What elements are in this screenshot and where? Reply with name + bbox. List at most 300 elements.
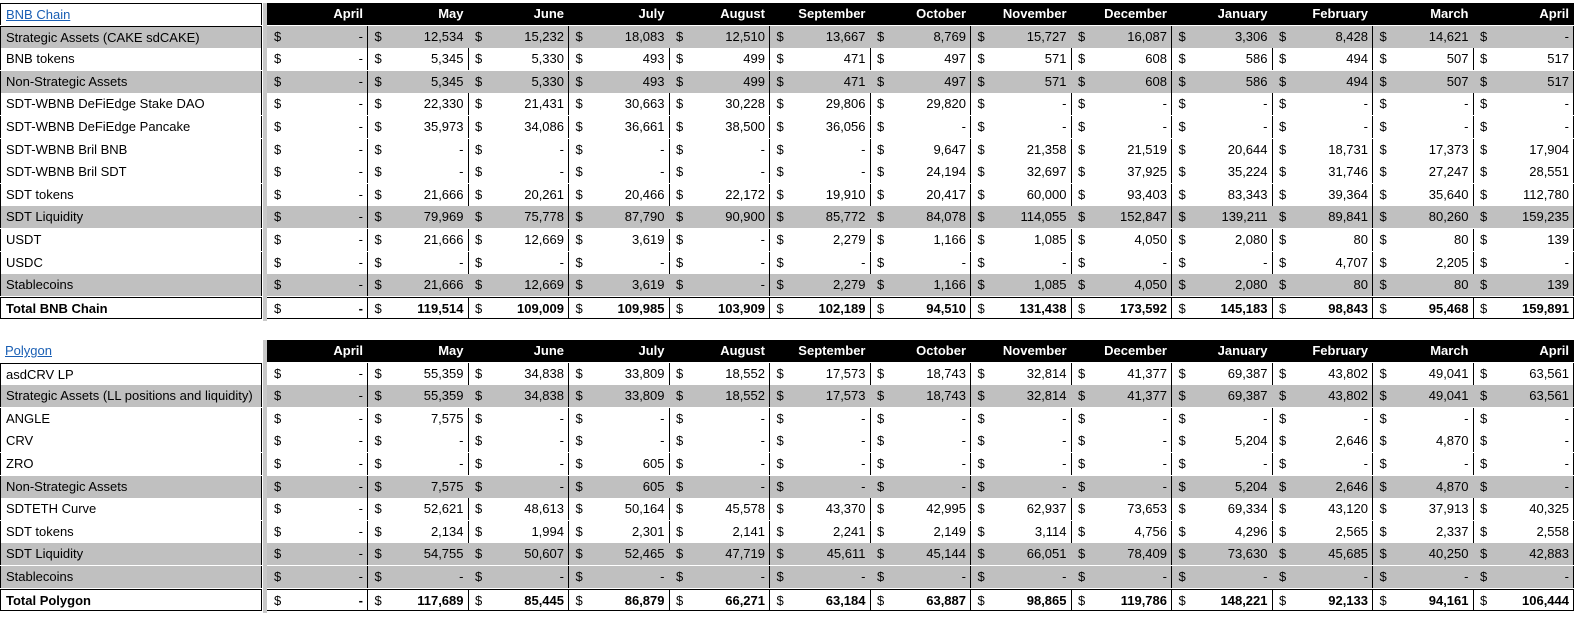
cell-value: 52,621 <box>423 501 464 517</box>
cell-value: - <box>358 388 363 404</box>
currency-symbol: $ <box>1379 456 1387 471</box>
currency-symbol: $ <box>475 28 483 44</box>
cell-value: - <box>1564 456 1569 471</box>
cell-value: 20,261 <box>524 186 564 202</box>
cell-value: - <box>358 96 363 112</box>
cell-value: 2,558 <box>1536 523 1569 539</box>
currency-symbol: $ <box>1279 164 1287 180</box>
currency-symbol: $ <box>274 96 282 112</box>
currency-symbol: $ <box>1379 546 1387 562</box>
month-header <box>1172 3 1273 25</box>
cell-value: - <box>1263 119 1268 134</box>
cell-value: 3,619 <box>631 232 665 247</box>
cell-value: 499 <box>743 51 765 67</box>
cell-value: 17,573 <box>825 388 866 404</box>
value-cell <box>1172 184 1273 206</box>
cell-value: 92,133 <box>1328 592 1368 608</box>
currency-symbol: $ <box>1379 96 1387 112</box>
cell-value: 21,666 <box>423 232 464 247</box>
value-cell <box>267 161 368 183</box>
currency-symbol: $ <box>374 28 382 44</box>
currency-symbol: $ <box>274 186 282 202</box>
value-cell <box>1071 116 1172 138</box>
currency-symbol: $ <box>1178 209 1186 225</box>
value-cell <box>1373 71 1474 93</box>
currency-symbol: $ <box>977 73 985 89</box>
month-header <box>1272 340 1373 362</box>
value-cell <box>267 93 368 115</box>
cell-value: 43,370 <box>825 501 866 517</box>
currency-symbol: $ <box>977 232 985 247</box>
value-cell <box>267 206 368 228</box>
row-label: SDT-WBNB DeFiEdge Stake DAO <box>0 93 262 115</box>
value-cell <box>1373 93 1474 115</box>
cell-value: 12,510 <box>725 28 765 44</box>
currency-symbol: $ <box>1178 433 1186 449</box>
currency-symbol: $ <box>274 501 282 517</box>
currency-symbol: $ <box>1078 456 1086 471</box>
cell-value: - <box>660 141 665 157</box>
currency-symbol: $ <box>274 365 282 381</box>
value-cell <box>1473 116 1574 138</box>
currency-symbol: $ <box>374 365 382 381</box>
value-cell <box>1272 543 1373 565</box>
cell-value: 499 <box>743 73 765 89</box>
month-label: April <box>333 343 363 358</box>
value-cell <box>971 26 1072 48</box>
currency-symbol: $ <box>1480 410 1488 426</box>
value-cell <box>1473 476 1574 498</box>
value-cell <box>368 408 469 430</box>
currency-symbol: $ <box>274 141 282 157</box>
value-cell <box>468 48 569 70</box>
value-cell <box>1373 297 1474 319</box>
cell-value: 69,334 <box>1227 501 1268 517</box>
cell-value: - <box>861 254 866 270</box>
table-title-link[interactable]: BNB Chain <box>0 3 262 25</box>
cell-value: - <box>1162 433 1167 449</box>
value-cell <box>569 274 670 296</box>
month-label: September <box>798 343 866 358</box>
cell-value: - <box>1162 410 1167 426</box>
value-cell <box>1473 71 1574 93</box>
currency-symbol: $ <box>374 501 382 517</box>
cell-value: 493 <box>642 73 665 89</box>
value-cell <box>971 252 1072 274</box>
cell-value: 40,325 <box>1529 501 1569 517</box>
cell-value: 106,444 <box>1522 592 1569 608</box>
value-cell <box>267 71 368 93</box>
cell-value: - <box>358 501 363 517</box>
value-cell <box>1071 26 1172 48</box>
value-cell <box>1473 498 1574 520</box>
value-cell <box>569 589 670 611</box>
cell-value: 7,575 <box>430 478 464 494</box>
value-cell <box>669 430 770 452</box>
value-cell <box>368 48 469 70</box>
currency-symbol: $ <box>877 277 885 293</box>
currency-symbol: $ <box>1178 501 1186 517</box>
cell-value: 22,172 <box>725 186 765 202</box>
value-cell <box>1473 363 1574 385</box>
cell-value: 98,865 <box>1026 592 1067 608</box>
value-cell <box>368 521 469 543</box>
value-cell <box>1473 589 1574 611</box>
value-cell <box>368 184 469 206</box>
currency-symbol: $ <box>1078 546 1086 562</box>
cell-value: - <box>559 569 564 584</box>
value-cell <box>468 161 569 183</box>
cell-value: 2,149 <box>933 523 966 539</box>
table-row <box>0 229 1585 251</box>
currency-symbol: $ <box>676 300 684 316</box>
cell-value: 1,994 <box>531 523 564 539</box>
value-cell <box>569 48 670 70</box>
value-cell <box>267 521 368 543</box>
currency-symbol: $ <box>1480 209 1488 225</box>
cell-value: 16,087 <box>1127 28 1167 44</box>
table-title-link[interactable]: Polygon <box>5 343 52 358</box>
cell-value: 4,050 <box>1134 232 1167 247</box>
currency-symbol: $ <box>1480 569 1488 584</box>
cell-value: 139 <box>1547 232 1569 247</box>
value-cell <box>770 206 871 228</box>
cell-value: 2,646 <box>1335 478 1368 494</box>
currency-symbol: $ <box>374 232 382 247</box>
month-header <box>1373 340 1474 362</box>
month-header <box>669 340 770 362</box>
currency-symbol: $ <box>1379 300 1387 316</box>
cell-value: 43,802 <box>1328 365 1368 381</box>
table-row <box>0 252 1585 274</box>
currency-symbol: $ <box>1178 410 1186 426</box>
value-cell <box>770 139 871 161</box>
value-cell <box>569 184 670 206</box>
value-cell <box>1373 476 1474 498</box>
cell-value: - <box>459 141 464 157</box>
month-header <box>1473 3 1574 25</box>
cell-value: - <box>1162 96 1167 112</box>
value-cell <box>368 71 469 93</box>
currency-symbol: $ <box>977 569 985 584</box>
cell-value: 2,279 <box>832 277 866 293</box>
currency-symbol: $ <box>1279 478 1287 494</box>
currency-symbol: $ <box>977 433 985 449</box>
value-cell <box>468 184 569 206</box>
currency-symbol: $ <box>274 209 282 225</box>
cell-value: 9,647 <box>933 141 966 157</box>
cell-value: - <box>1162 254 1167 270</box>
currency-symbol: $ <box>776 523 784 539</box>
currency-symbol: $ <box>1279 365 1287 381</box>
value-cell <box>870 498 971 520</box>
cell-value: 471 <box>843 51 866 67</box>
cell-value: 24,194 <box>926 164 966 180</box>
currency-symbol: $ <box>1480 523 1488 539</box>
value-cell <box>770 229 871 251</box>
cell-value: 98,843 <box>1328 300 1368 316</box>
value-cell <box>971 476 1072 498</box>
cell-value: 34,838 <box>524 388 564 404</box>
cell-value: - <box>1564 410 1569 426</box>
month-header <box>971 340 1072 362</box>
currency-symbol: $ <box>1480 28 1488 44</box>
value-cell <box>669 498 770 520</box>
cell-value: - <box>1062 478 1067 494</box>
cell-value: - <box>358 523 363 539</box>
currency-symbol: $ <box>575 433 583 449</box>
cell-value: - <box>1564 478 1569 494</box>
currency-symbol: $ <box>1379 51 1387 67</box>
cell-value: - <box>358 209 363 225</box>
value-cell <box>569 116 670 138</box>
value-cell <box>1172 363 1273 385</box>
currency-symbol: $ <box>977 410 985 426</box>
value-cell <box>971 184 1072 206</box>
value-cell <box>1272 116 1373 138</box>
currency-symbol: $ <box>475 164 483 180</box>
month-header <box>569 3 670 25</box>
cell-value: - <box>358 119 363 134</box>
value-cell <box>1272 297 1373 319</box>
value-cell <box>468 363 569 385</box>
value-cell <box>468 408 569 430</box>
value-cell <box>1272 498 1373 520</box>
month-label: July <box>638 343 665 358</box>
currency-symbol: $ <box>274 478 282 494</box>
cell-value: 2,080 <box>1234 232 1268 247</box>
row-label: CRV <box>0 430 262 452</box>
cell-value: 30,663 <box>624 96 665 112</box>
cell-value: - <box>559 141 564 157</box>
value-cell <box>1473 274 1574 296</box>
currency-symbol: $ <box>977 119 985 134</box>
cell-value: - <box>1062 433 1067 449</box>
cell-value: 80 <box>1454 232 1469 247</box>
value-cell <box>1473 408 1574 430</box>
value-cell <box>368 385 469 407</box>
currency-symbol: $ <box>1379 232 1387 247</box>
cell-value: - <box>358 300 363 316</box>
cell-value: 55,359 <box>423 365 464 381</box>
cell-value: 20,417 <box>926 186 966 202</box>
cell-value: - <box>760 164 765 180</box>
cell-value: - <box>459 569 464 584</box>
value-cell <box>870 453 971 475</box>
value-cell <box>1272 408 1373 430</box>
cell-value: 173,592 <box>1120 300 1167 316</box>
value-cell <box>669 543 770 565</box>
month-header <box>1071 340 1172 362</box>
value-cell <box>267 589 368 611</box>
row-label: SDT tokens <box>0 521 262 543</box>
currency-symbol: $ <box>575 501 583 517</box>
cell-value: - <box>358 277 363 293</box>
value-cell <box>1071 498 1172 520</box>
cell-value: - <box>559 254 564 270</box>
currency-symbol: $ <box>274 523 282 539</box>
month-label: June <box>533 343 564 358</box>
value-cell <box>870 385 971 407</box>
currency-symbol: $ <box>1178 96 1186 112</box>
cell-value: - <box>861 141 866 157</box>
row-label: Total BNB Chain <box>0 297 262 319</box>
cell-value: 608 <box>1145 51 1167 67</box>
month-header <box>971 3 1072 25</box>
month-label: July <box>638 6 665 21</box>
month-header <box>770 3 871 25</box>
currency-symbol: $ <box>977 141 985 157</box>
cell-value: 41,377 <box>1127 365 1167 381</box>
cell-value: 1,085 <box>1033 277 1067 293</box>
cell-value: 12,534 <box>423 28 464 44</box>
currency-symbol: $ <box>274 232 282 247</box>
value-cell <box>368 139 469 161</box>
table-row <box>0 161 1585 183</box>
currency-symbol: $ <box>1379 209 1387 225</box>
value-cell <box>971 385 1072 407</box>
cell-value: 102,189 <box>818 300 866 316</box>
cell-value: 139,211 <box>1221 209 1268 225</box>
currency-symbol: $ <box>1178 73 1186 89</box>
value-cell <box>1172 453 1273 475</box>
currency-symbol: $ <box>1078 388 1086 404</box>
value-cell <box>770 589 871 611</box>
currency-symbol: $ <box>1078 592 1086 608</box>
value-cell <box>468 116 569 138</box>
value-cell <box>770 430 871 452</box>
cell-value: - <box>760 232 765 247</box>
cell-value: 517 <box>1547 51 1569 67</box>
cell-value: 63,184 <box>825 592 866 608</box>
value-cell <box>1272 161 1373 183</box>
value-cell <box>669 297 770 319</box>
value-cell <box>1172 26 1273 48</box>
cell-value: - <box>760 141 765 157</box>
value-cell <box>267 26 368 48</box>
currency-symbol: $ <box>475 365 483 381</box>
cell-value: 35,973 <box>423 119 464 134</box>
currency-symbol: $ <box>877 141 885 157</box>
value-cell <box>1272 430 1373 452</box>
cell-value: 2,279 <box>832 232 866 247</box>
value-cell <box>1272 206 1373 228</box>
value-cell <box>1373 543 1474 565</box>
cell-value: 55,359 <box>423 388 464 404</box>
value-cell <box>971 521 1072 543</box>
month-label: December <box>1104 343 1167 358</box>
value-cell <box>1071 385 1172 407</box>
cell-value: 1,166 <box>933 277 966 293</box>
currency-symbol: $ <box>575 365 583 381</box>
value-cell <box>669 453 770 475</box>
currency-symbol: $ <box>274 592 282 608</box>
value-cell <box>569 408 670 430</box>
cell-value: 2,080 <box>1234 277 1268 293</box>
cell-value: - <box>1062 569 1067 584</box>
currency-symbol: $ <box>1480 73 1488 89</box>
currency-symbol: $ <box>1178 119 1186 134</box>
cell-value: - <box>1263 96 1268 112</box>
value-cell <box>770 543 871 565</box>
cell-value: 5,345 <box>430 51 464 67</box>
value-cell <box>971 206 1072 228</box>
table-row <box>0 71 1585 93</box>
cell-value: 49,041 <box>1428 388 1469 404</box>
currency-symbol: $ <box>1178 186 1186 202</box>
value-cell <box>1373 252 1474 274</box>
value-cell <box>1172 589 1273 611</box>
value-cell <box>669 589 770 611</box>
value-cell <box>1373 453 1474 475</box>
currency-symbol: $ <box>977 28 985 44</box>
currency-symbol: $ <box>475 456 483 471</box>
currency-symbol: $ <box>374 254 382 270</box>
cell-value: 45,144 <box>926 546 966 562</box>
value-cell <box>1373 161 1474 183</box>
month-header <box>468 340 569 362</box>
currency-symbol: $ <box>977 388 985 404</box>
currency-symbol: $ <box>575 186 583 202</box>
currency-symbol: $ <box>877 523 885 539</box>
cell-value: 117,689 <box>417 592 464 608</box>
cell-value: 12,669 <box>524 277 564 293</box>
currency-symbol: $ <box>1178 164 1186 180</box>
currency-symbol: $ <box>1379 478 1387 494</box>
currency-symbol: $ <box>274 569 282 584</box>
cell-value: - <box>559 433 564 449</box>
value-cell <box>770 116 871 138</box>
month-label: February <box>1312 6 1368 21</box>
value-cell <box>267 430 368 452</box>
currency-symbol: $ <box>1379 410 1387 426</box>
currency-symbol: $ <box>374 186 382 202</box>
value-cell <box>1373 206 1474 228</box>
currency-symbol: $ <box>1178 592 1186 608</box>
value-cell <box>669 363 770 385</box>
value-cell <box>468 385 569 407</box>
value-cell <box>1473 161 1574 183</box>
cell-value: 119,514 <box>417 300 464 316</box>
cell-value: 4,707 <box>1335 254 1368 270</box>
value-cell <box>770 363 871 385</box>
value-cell <box>870 566 971 588</box>
currency-symbol: $ <box>1480 365 1488 381</box>
currency-symbol: $ <box>977 592 985 608</box>
cell-value: - <box>660 254 665 270</box>
currency-symbol: $ <box>1078 119 1086 134</box>
value-cell <box>870 363 971 385</box>
value-cell <box>468 498 569 520</box>
month-header <box>267 3 368 25</box>
month-label: August <box>720 6 765 21</box>
value-cell <box>669 476 770 498</box>
currency-symbol: $ <box>1379 388 1387 404</box>
value-cell <box>1272 453 1373 475</box>
currency-symbol: $ <box>1178 51 1186 67</box>
cell-value: - <box>1263 456 1268 471</box>
currency-symbol: $ <box>1078 51 1086 67</box>
currency-symbol: $ <box>977 164 985 180</box>
value-cell <box>1071 71 1172 93</box>
currency-symbol: $ <box>1379 119 1387 134</box>
value-cell <box>669 93 770 115</box>
cell-value: 159,235 <box>1522 209 1569 225</box>
value-cell <box>1373 48 1474 70</box>
value-cell <box>468 589 569 611</box>
currency-symbol: $ <box>575 119 583 134</box>
value-cell <box>1172 543 1273 565</box>
